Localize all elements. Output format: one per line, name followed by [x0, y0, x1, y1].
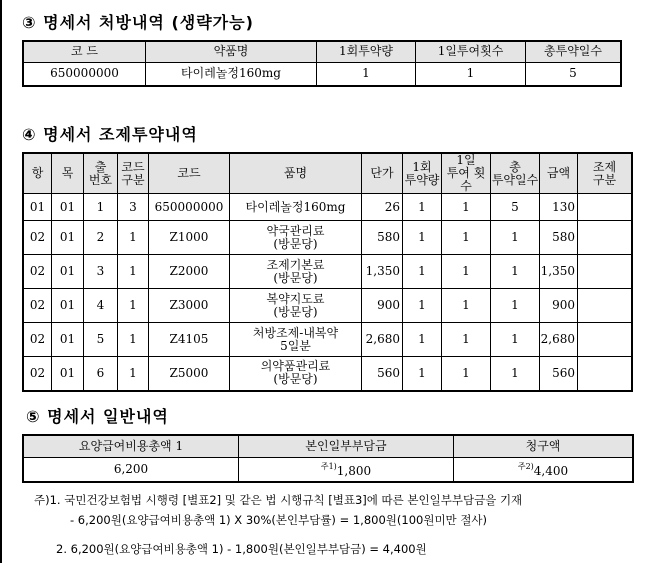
table-row: [23, 289, 632, 323]
header-copay: 본인일부부담금: [239, 435, 454, 457]
header-code: 코드: [149, 153, 230, 194]
header-hang: 항: [23, 153, 52, 194]
dispensing-table: [22, 152, 633, 392]
cell-hang: 02: [23, 357, 52, 391]
cell-code-type: 1: [118, 255, 149, 289]
header-dispense-type: 조제 구분: [578, 153, 633, 194]
note-line-1: 주)1. 국민건강보험법 시행령 [별표2] 및 같은 법 시행규칙 [별표3]에 따른 본인일부부담금을 기재: [34, 493, 523, 507]
cell-unit-price: 580: [362, 221, 403, 255]
cell-item-name: 조제기본료 (방문당): [230, 255, 362, 289]
cell-total-days: 1: [491, 357, 540, 391]
cell-daily-count: 1: [442, 323, 491, 357]
cell-total-days: 1: [491, 289, 540, 323]
cell-dispense-type: [578, 357, 633, 391]
cell-dose-once: 1: [403, 194, 442, 221]
cell-total-days: 1: [491, 221, 540, 255]
dispensing-header-row: [23, 153, 632, 194]
cell-unit-price: 560: [362, 357, 403, 391]
table-row: [23, 194, 632, 221]
cell-mok: 01: [52, 255, 84, 289]
note-line-2: - 6,200원(요양급여비용총액 1) X 30%(본인부담률) = 1,800원(100원미만 절사): [70, 513, 488, 527]
cell-unit-price: 2,680: [362, 323, 403, 357]
header-amount: 금액: [540, 153, 578, 194]
cell-amount: 560: [540, 357, 578, 391]
cell-total-days: 5: [526, 62, 622, 86]
cell-code: 650000000: [23, 62, 146, 86]
cell-dose-once: 1: [317, 62, 416, 86]
cell-item-name: 약국관리료 (방문당): [230, 221, 362, 255]
cell-out-no: 6: [84, 357, 118, 391]
cell-unit-price: 1,350: [362, 255, 403, 289]
cell-out-no: 2: [84, 221, 118, 255]
general-header-row: [23, 435, 633, 457]
header-total-days: 총투약일수: [526, 41, 622, 62]
header-daily-count: 1일투여횟수: [416, 41, 526, 62]
cell-code: Z3000: [149, 289, 230, 323]
claim-footnote-mark: 주2): [517, 462, 534, 472]
cell-dispense-type: [578, 289, 633, 323]
cell-hang: 02: [23, 323, 52, 357]
header-dose-once: 1회 투약량: [403, 153, 442, 194]
section3-title: ③ 명세서 처방내역 (생략가능): [22, 13, 254, 32]
header-code-type: 코드 구분: [118, 153, 149, 194]
table-row: [23, 323, 632, 357]
table-row: [23, 255, 632, 289]
header-total-days: 총 투약일수: [491, 153, 540, 194]
header-total-cost: 요양급여비용총액 1: [23, 435, 239, 457]
header-claim: 청구액: [454, 435, 634, 457]
copay-value: 1,800: [336, 464, 372, 479]
header-unit-price: 단가: [362, 153, 403, 194]
cell-item-name: 처방조제-내복약 5일분: [230, 323, 362, 357]
cell-mok: 01: [52, 357, 84, 391]
cell-amount: 900: [540, 289, 578, 323]
cell-code-type: 1: [118, 221, 149, 255]
cell-daily-count: 1: [442, 357, 491, 391]
cell-dose-once: 1: [403, 255, 442, 289]
cell-out-no: 4: [84, 289, 118, 323]
header-code: 코 드: [23, 41, 146, 62]
cell-amount: 2,680: [540, 323, 578, 357]
cell-total-days: 1: [491, 323, 540, 357]
general-table: [22, 434, 634, 483]
cell-copay: [239, 457, 454, 482]
cell-total-days: 5: [491, 194, 540, 221]
cell-dose-once: 1: [403, 289, 442, 323]
cell-item-name: 의약품관리료 (방문당): [230, 357, 362, 391]
header-dose-once: 1회투약량: [317, 41, 416, 62]
cell-hang: 02: [23, 255, 52, 289]
cell-total-days: 1: [491, 255, 540, 289]
cell-code-type: 3: [118, 194, 149, 221]
cell-dose-once: 1: [403, 323, 442, 357]
cell-mok: 01: [52, 289, 84, 323]
cell-out-no: 3: [84, 255, 118, 289]
cell-daily-count: 1: [442, 194, 491, 221]
cell-dispense-type: [578, 323, 633, 357]
cell-unit-price: 900: [362, 289, 403, 323]
cell-dispense-type: [578, 194, 633, 221]
cell-dose-once: 1: [403, 357, 442, 391]
cell-code-type: 1: [118, 357, 149, 391]
table-row: [23, 62, 621, 86]
left-border-line: [0, 0, 2, 563]
cell-item-name: 타이레놀정160mg: [230, 194, 362, 221]
cell-code: Z4105: [149, 323, 230, 357]
cell-code: Z5000: [149, 357, 230, 391]
section4-title: ④ 명세서 조제투약내역: [22, 125, 198, 144]
cell-code: Z2000: [149, 255, 230, 289]
cell-code-type: 1: [118, 289, 149, 323]
note-line-3: 2. 6,200원(요양급여비용총액 1) - 1,800원(본인일부부담금) = 4,400원: [56, 542, 427, 556]
cell-code: 650000000: [149, 194, 230, 221]
cell-hang: 02: [23, 289, 52, 323]
header-daily-count: 1일 투여 횟수: [442, 153, 491, 194]
cell-claim: [454, 457, 634, 482]
table-row: [23, 357, 632, 391]
cell-hang: 02: [23, 221, 52, 255]
cell-daily-count: 1: [442, 255, 491, 289]
cell-item-name: 복약지도료 (방문당): [230, 289, 362, 323]
cell-total-cost: 6,200: [23, 457, 239, 482]
cell-out-no: 5: [84, 323, 118, 357]
header-out-no: 출 번호: [84, 153, 118, 194]
claim-value: 4,400: [533, 464, 569, 479]
cell-daily-count: 1: [416, 62, 526, 86]
table-row: [23, 221, 632, 255]
cell-code: Z1000: [149, 221, 230, 255]
cell-drug-name: 타이레놀정160mg: [146, 62, 317, 86]
header-item-name: 품명: [230, 153, 362, 194]
cell-daily-count: 1: [442, 289, 491, 323]
header-mok: 목: [52, 153, 84, 194]
cell-dispense-type: [578, 255, 633, 289]
cell-code-type: 1: [118, 323, 149, 357]
cell-dose-once: 1: [403, 221, 442, 255]
prescription-table: [22, 40, 622, 87]
prescription-header-row: [23, 41, 621, 62]
cell-unit-price: 26: [362, 194, 403, 221]
cell-amount: 130: [540, 194, 578, 221]
cell-hang: 01: [23, 194, 52, 221]
cell-mok: 01: [52, 221, 84, 255]
cell-mok: 01: [52, 323, 84, 357]
cell-out-no: 1: [84, 194, 118, 221]
cell-dispense-type: [578, 221, 633, 255]
cell-mok: 01: [52, 194, 84, 221]
header-drug-name: 약품명: [146, 41, 317, 62]
cell-amount: 1,350: [540, 255, 578, 289]
copay-footnote-mark: 주1): [320, 462, 337, 472]
section5-title: ⑤ 명세서 일반내역: [26, 407, 169, 426]
cell-daily-count: 1: [442, 221, 491, 255]
cell-amount: 580: [540, 221, 578, 255]
table-row: [23, 457, 633, 482]
